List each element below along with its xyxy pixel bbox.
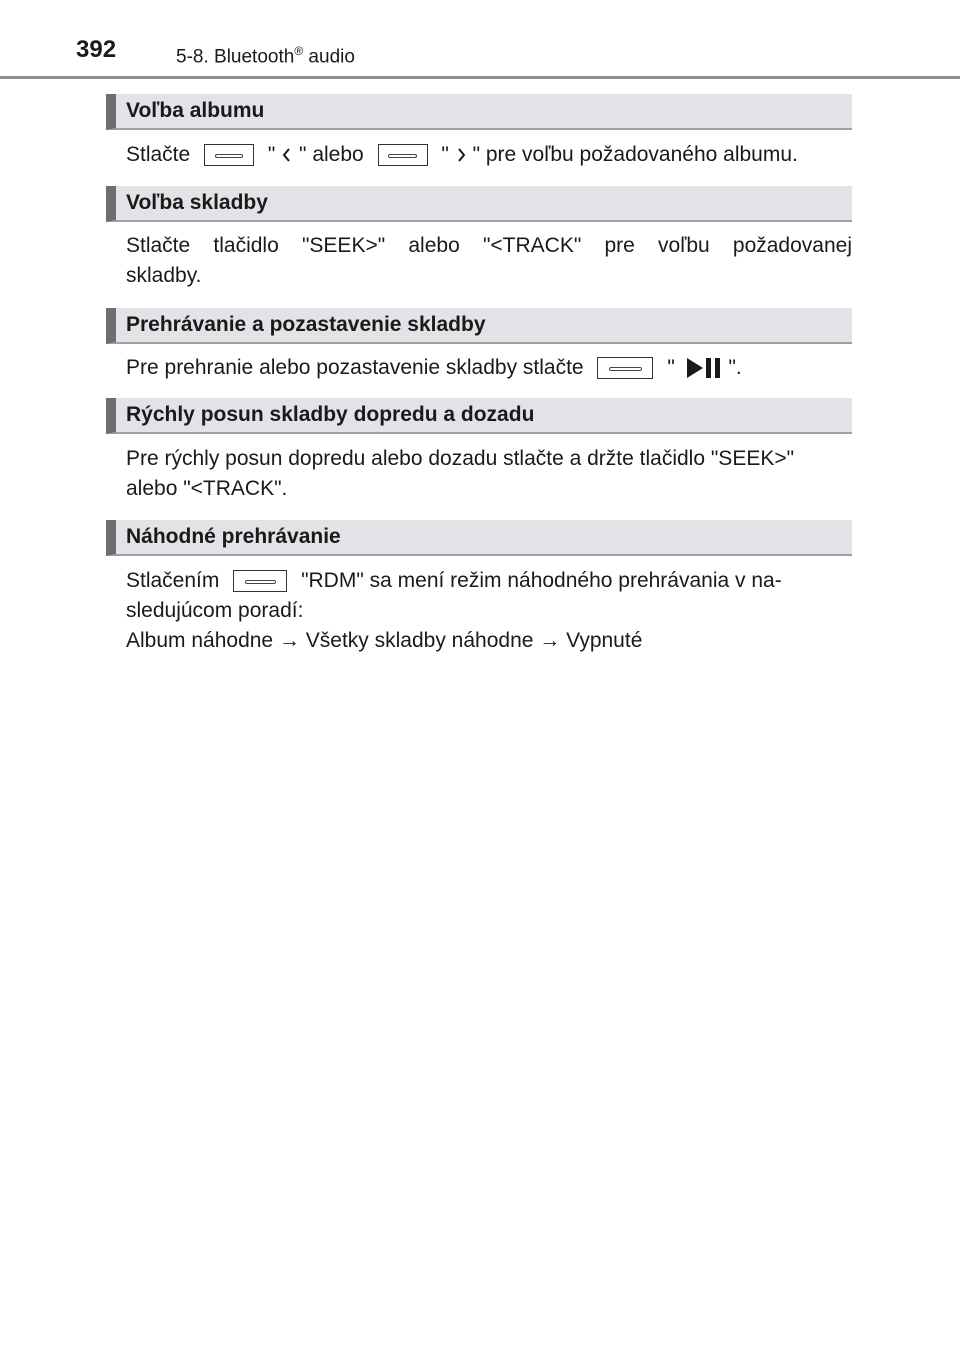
- text: " pre voľbu požadovaného albumu.: [472, 143, 798, 166]
- section-heading-random: [106, 520, 852, 556]
- section-title: Prehrávanie a pozastavenie skladby: [126, 313, 486, 336]
- section-heading-play-pause: [106, 308, 852, 344]
- text-line: Album náhodne → Všetky skladby náhodne → Vypnuté: [126, 629, 643, 652]
- radio-button-icon: [233, 570, 287, 592]
- text: "RDM" sa mení režim náhodného prehrávania v na-: [301, 569, 782, 592]
- chapter-name: 5-8. Bluetooth: [176, 46, 295, 68]
- text: ": [667, 356, 675, 379]
- paragraph-track: [126, 231, 852, 291]
- paragraph-random: [126, 566, 852, 656]
- paragraph-play-pause: [126, 353, 852, 383]
- paragraph-fast-forward: [126, 444, 852, 504]
- text-line: alebo "<TRACK".: [126, 477, 288, 500]
- text-line: Pre rýchly posun dopredu alebo dozadu stlačte a držte tlačidlo "SEEK>": [126, 447, 795, 470]
- registered-mark: ®: [294, 44, 304, 58]
- text: " alebo: [299, 143, 364, 166]
- radio-button-icon: [378, 144, 428, 166]
- page-header: [0, 0, 960, 80]
- chevron-right-icon: [455, 147, 467, 163]
- chapter-title: [176, 44, 355, 68]
- text: Stlačte: [126, 143, 191, 166]
- chapter-suffix: audio: [303, 46, 355, 68]
- text: Pre prehranie alebo pozastavenie skladby stlačte: [126, 356, 584, 379]
- play-pause-icon: [681, 356, 723, 380]
- header-rule: [0, 76, 960, 79]
- radio-button-icon: [204, 144, 254, 166]
- chevron-left-icon: [281, 147, 293, 163]
- text: ": [267, 143, 276, 166]
- text: ".: [728, 356, 742, 379]
- radio-button-icon: [597, 357, 653, 379]
- text-line: skladby.: [126, 264, 202, 287]
- section-title: Rýchly posun skladby dopredu a dozadu: [126, 403, 535, 426]
- paragraph-album: [126, 140, 852, 170]
- section-heading-track: [106, 186, 852, 222]
- section-heading-album: [106, 94, 852, 130]
- page-number: 392: [76, 36, 117, 63]
- text-line: [126, 566, 852, 596]
- section-heading-fast-forward: [106, 398, 852, 434]
- text-line: Stlačte tlačidlo "SEEK>" alebo "<TRACK" pre voľbu požadovanej: [126, 234, 852, 257]
- text-line: sledujúcom poradí:: [126, 599, 304, 622]
- section-title: Voľba albumu: [126, 99, 265, 122]
- text: Stlačením: [126, 569, 220, 592]
- section-title: Voľba skladby: [126, 191, 268, 214]
- section-title: Náhodné prehrávanie: [126, 525, 341, 548]
- text: ": [441, 143, 449, 166]
